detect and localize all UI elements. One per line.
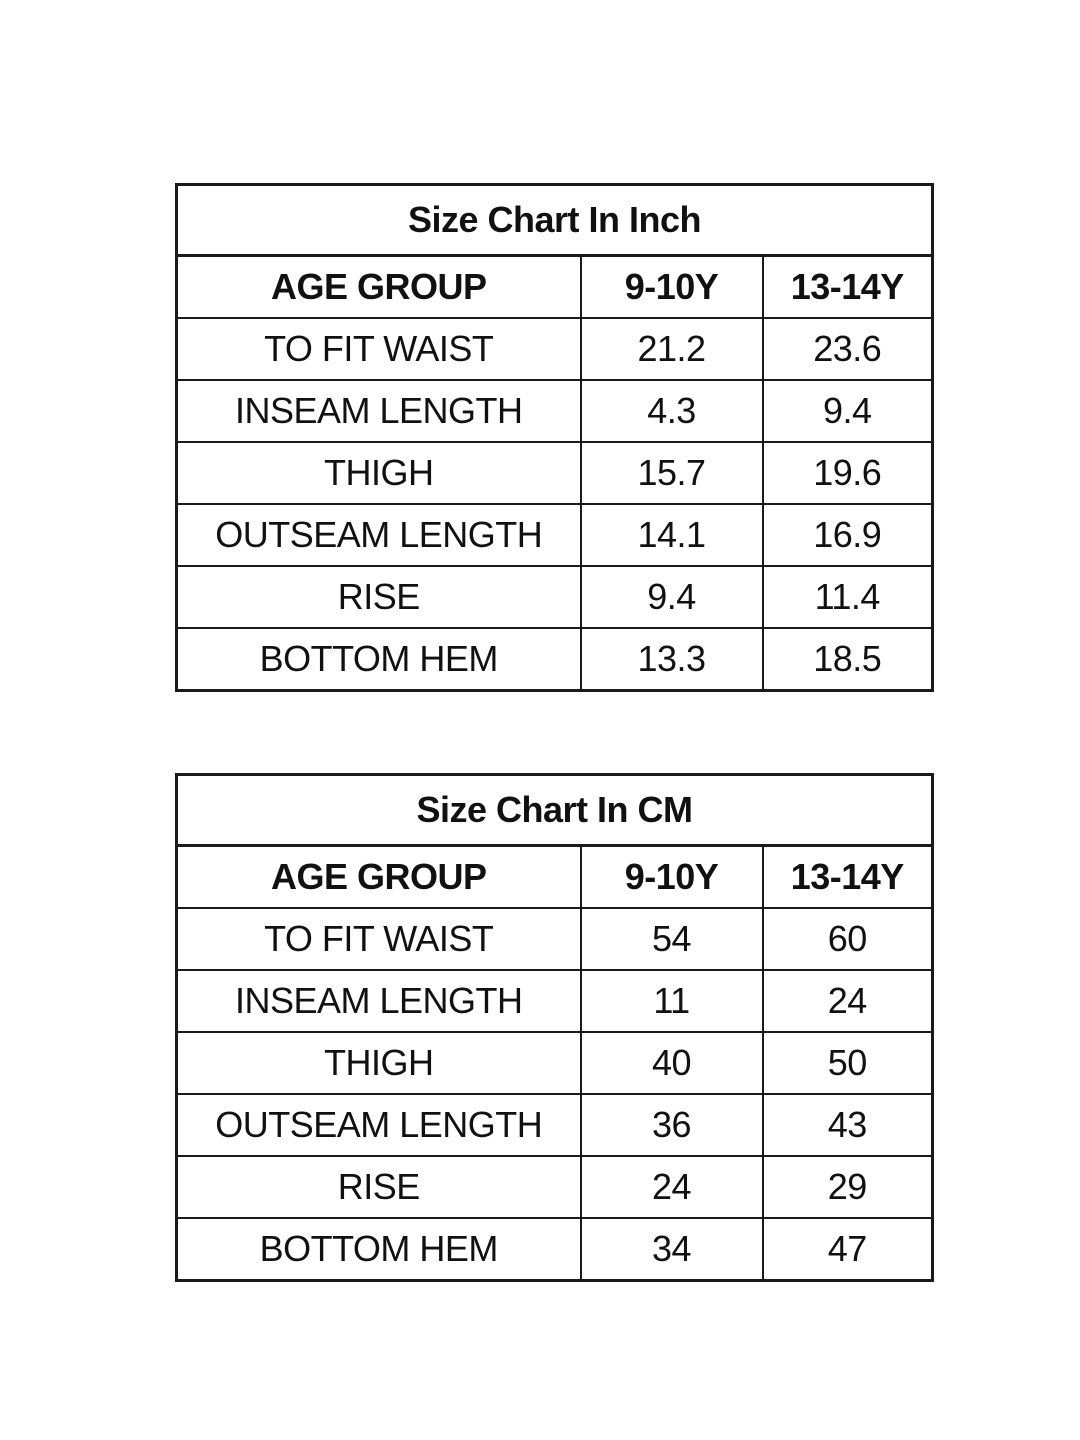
table-row xyxy=(177,442,933,504)
cell-value: 21.2 xyxy=(581,318,763,380)
table-row xyxy=(177,1032,933,1094)
table-row xyxy=(177,380,933,442)
cell-value: 9.4 xyxy=(763,380,933,442)
table-row xyxy=(177,908,933,970)
row-label: OUTSEAM LENGTH xyxy=(177,1094,581,1156)
size-chart-cm-table xyxy=(175,773,934,1282)
table-row xyxy=(177,628,933,691)
header-cell-9-10y: 9-10Y xyxy=(581,846,763,909)
table-row xyxy=(177,318,933,380)
row-label: BOTTOM HEM xyxy=(177,1218,581,1281)
cell-value: 40 xyxy=(581,1032,763,1094)
cell-value: 11 xyxy=(581,970,763,1032)
table-title-row xyxy=(177,185,933,256)
table-row xyxy=(177,504,933,566)
cell-value: 13.3 xyxy=(581,628,763,691)
header-cell-age-group: AGE GROUP xyxy=(177,256,581,319)
table-title-row xyxy=(177,775,933,846)
cell-value: 24 xyxy=(763,970,933,1032)
cell-value: 16.9 xyxy=(763,504,933,566)
table-title: Size Chart In Inch xyxy=(177,185,933,256)
cell-value: 9.4 xyxy=(581,566,763,628)
cell-value: 15.7 xyxy=(581,442,763,504)
row-label: BOTTOM HEM xyxy=(177,628,581,691)
table-title: Size Chart In CM xyxy=(177,775,933,846)
cell-value: 23.6 xyxy=(763,318,933,380)
table-row xyxy=(177,1218,933,1281)
cell-value: 14.1 xyxy=(581,504,763,566)
row-label: INSEAM LENGTH xyxy=(177,380,581,442)
cell-value: 34 xyxy=(581,1218,763,1281)
cell-value: 43 xyxy=(763,1094,933,1156)
table-row xyxy=(177,970,933,1032)
cell-value: 60 xyxy=(763,908,933,970)
cell-value: 19.6 xyxy=(763,442,933,504)
size-chart-inch-table xyxy=(175,183,934,692)
row-label: OUTSEAM LENGTH xyxy=(177,504,581,566)
row-label: THIGH xyxy=(177,442,581,504)
cell-value: 36 xyxy=(581,1094,763,1156)
table-row xyxy=(177,566,933,628)
table-row xyxy=(177,1156,933,1218)
row-label: TO FIT WAIST xyxy=(177,318,581,380)
cell-value: 50 xyxy=(763,1032,933,1094)
header-cell-age-group: AGE GROUP xyxy=(177,846,581,909)
cell-value: 4.3 xyxy=(581,380,763,442)
row-label: TO FIT WAIST xyxy=(177,908,581,970)
table-row xyxy=(177,1094,933,1156)
cell-value: 11.4 xyxy=(763,566,933,628)
cell-value: 24 xyxy=(581,1156,763,1218)
row-label: RISE xyxy=(177,1156,581,1218)
row-label: RISE xyxy=(177,566,581,628)
row-label: INSEAM LENGTH xyxy=(177,970,581,1032)
cell-value: 29 xyxy=(763,1156,933,1218)
table-header-row xyxy=(177,256,933,319)
header-cell-9-10y: 9-10Y xyxy=(581,256,763,319)
cell-value: 18.5 xyxy=(763,628,933,691)
header-cell-13-14y: 13-14Y xyxy=(763,256,933,319)
cell-value: 47 xyxy=(763,1218,933,1281)
table-header-row xyxy=(177,846,933,909)
row-label: THIGH xyxy=(177,1032,581,1094)
header-cell-13-14y: 13-14Y xyxy=(763,846,933,909)
cell-value: 54 xyxy=(581,908,763,970)
